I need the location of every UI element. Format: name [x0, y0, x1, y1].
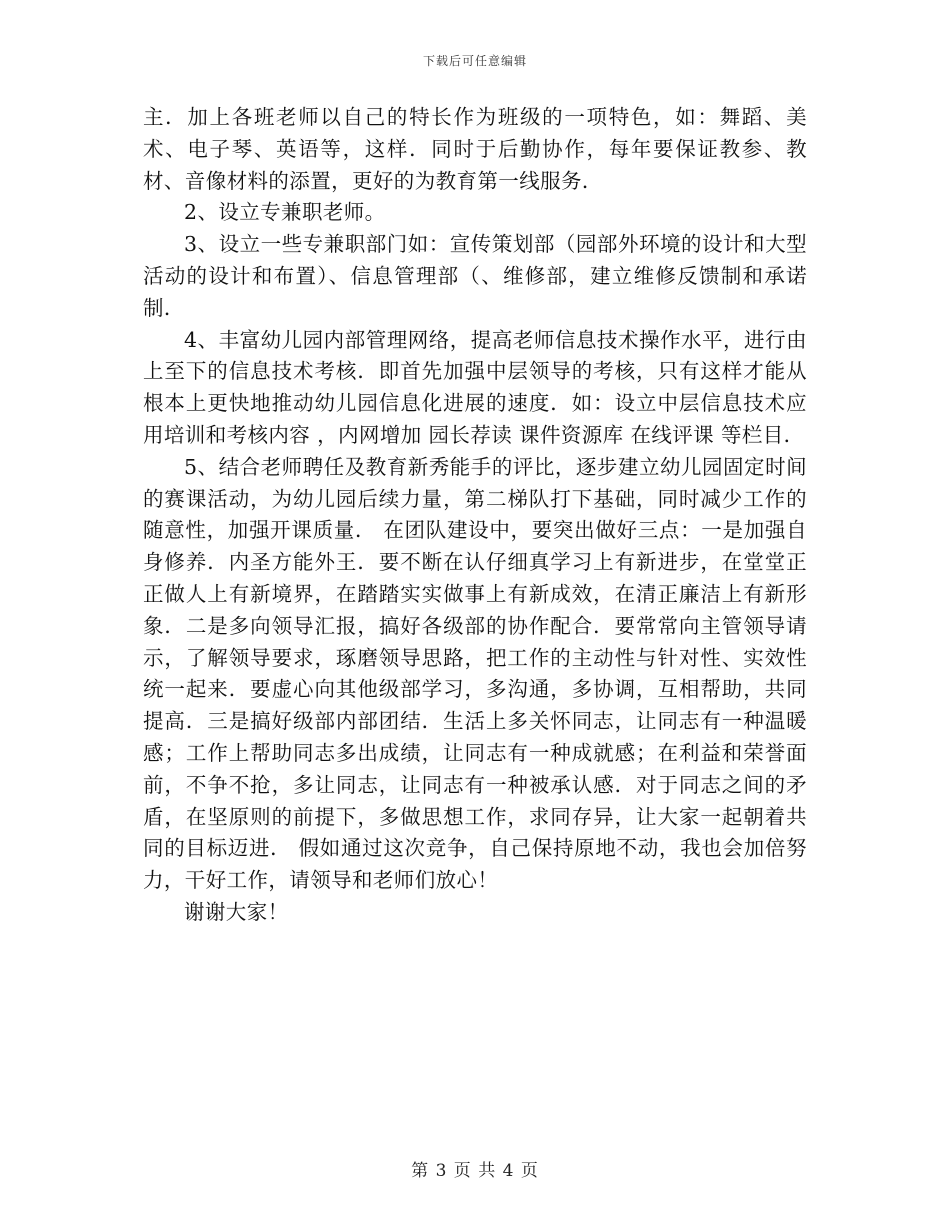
closing-thanks: 谢谢大家！	[184, 899, 289, 924]
paragraph-item-5: 5、结合老师聘任及教育新秀能手的评比，逐步建立幼儿园固定时间的赛课活动，为幼儿园后续力量，第二梯队打下基础，同时减少工作的随意性，加强开课质量． 在团队建设中，要突出做好三点：一是加强自身修养．内圣方能外王．要不断在认仔细真学习上有新进步，在堂堂正正做人上有新境界，在踏踏实实做事上有新成效，在清正廉洁上有新形象．二是多向领导汇报，搞好各级部的协作配合．要常常向主管领导请示，了解领导要求，琢磨领导思路，把工作的主动性与针对性、实效性统一起来．要虚心向其他级部学习，多沟通，多协调，互相帮助，共同提高．三是搞好级部内部团结．生活上多关怀同志，让同志有一种温暖感；工作上帮助同志多出成绩，让同志有一种成就感；在利益和荣誉面前，不争不抢，多让同志，让同志有一种被承认感．对于同志之间的矛盾，在坚原则的前提下，多做思想工作，求同存异，让大家一起朝着共同的目标迈进． 假如通过这次竞争，自己保持原地不动，我也会加倍努力，干好工作，请领导和老师们放心！	[143, 454, 807, 893]
paragraph-item-2: 2、设立专兼职老师。	[184, 200, 386, 225]
paragraph-item-3: 3、设立一些专兼职部门如：宣传策划部（园部外环境的设计和大型活动的设计和布置）、信息管理部（、维修部，建立维修反馈制和承诺制．	[143, 232, 807, 320]
paragraph-item-4: 4、丰富幼儿园内部管理网络，提高老师信息技术操作水平，进行由上至下的信息技术考核．即首先加强中层领导的考核，只有这样才能从根本上更快地推动幼儿园信息化进展的速度．如：设立中层信息技术应用培训和考核内容 ，内网增加 园长荐读 课件资源库 在线评课 等栏目．	[143, 327, 807, 447]
page-header: 下载后可任意编辑	[422, 54, 527, 68]
document-body	[143, 102, 807, 929]
paragraph-continuation: 主．加上各班老师以自己的特长作为班级的一项特色，如：舞蹈、美术、电子琴、英语等，这样．同时于后勤协作，每年要保证教参、教材、音像材料的添置，更好的为教育第一线服务．	[143, 105, 807, 193]
page-footer: 第 3 页 共 4 页	[411, 1161, 539, 1181]
